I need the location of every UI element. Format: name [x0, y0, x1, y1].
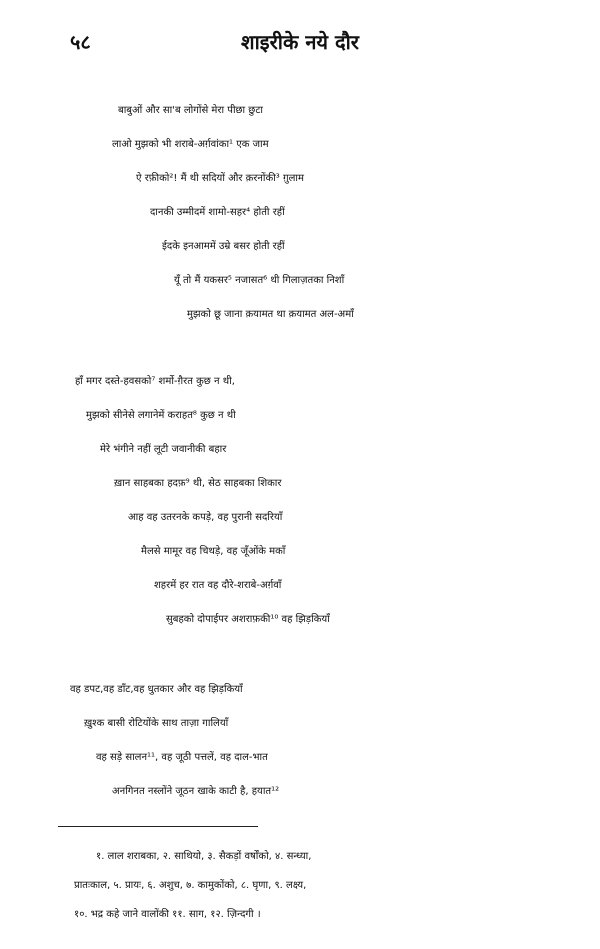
verse-line: आह वह उतरनके कपड़े, वह पुरानी सदरियाँ — [128, 512, 283, 523]
verse-line: दानकी उम्मीदमें शामो-सहर⁴ होती रहीं — [150, 207, 285, 218]
footnote-line: प्रातःकाल, ५. प्रायः, ६. अशुच, ७. कामुकोंको, ८. घृणा, ९. लक्ष्य, — [74, 880, 307, 891]
verse-line: मेरे भंगीने नहीं लूटी जवानीकी बहार — [100, 444, 227, 455]
footnote-line: १०. भद्र कहे जाने वालोंकी ११. साग, १२. ज़िन्दगी । — [74, 909, 261, 920]
verse-line: यूँ तो मैं यकसर⁵ नजासत⁶ थी गिलाज़तका निशाँ — [174, 275, 345, 286]
footnote-divider — [58, 826, 258, 827]
verse-line: बाबुओं और सा'ब लोगोंसे मेरा पीछा छुटा — [118, 105, 263, 116]
page-number: ५८ — [70, 30, 91, 54]
verse-line: मुझको छू जाना क़यामत था क़यामत अल-अमाँ — [187, 309, 354, 320]
verse-line: मैलसे मामूर वह चिथड़े, वह जूँओंके मकाँ — [141, 546, 286, 557]
verse-line: हाँ मगर दस्ते-हवसको⁷ शर्मो-ग़ैरत कुछ न थी, — [75, 376, 235, 387]
stanza-1 — [0, 94, 600, 332]
verse-line: ईदके इनआममें उम्रे बसर होती रहीं — [162, 241, 285, 252]
verse-line: ख़ान साहबका हदफ़⁹ थी, सेठ साहबका शिकार — [114, 478, 282, 489]
footnotes — [0, 842, 600, 929]
verse-line: मुझको सीनेसे लगानेमें कराहत⁸ कुछ न थी — [86, 410, 236, 421]
stanza-2 — [0, 365, 600, 637]
verse-line: वह डपट,वह डाँट,वह धुतकार और वह झिड़कियाँ — [70, 684, 243, 695]
verse-line: शहरमें हर रात वह दौरे-शराबे-अर्ग़वाँ — [154, 580, 282, 591]
verse-line: सुबहको दोपाईपर अशराफ़की¹⁰ वह झिड़कियाँ — [166, 614, 330, 625]
verse-line: अनगिनत नस्लोंने जूठन खाके काटी है, हयात¹² — [112, 786, 280, 797]
running-title: शाइरीके नये दौर — [241, 30, 359, 54]
verse-line: ख़ुश्क बासी रोटियोंके साथ ताज़ा गालियाँ — [84, 718, 229, 729]
verse-line: ऐ रफ़ीको²! मैं थी सदियों और क़रनोंकी³ ग़ुलाम — [136, 173, 304, 184]
footnote-line: १. लाल शराबका, २. साथियो, ३. सैकड़ों वर्षोंको, ४. सन्ध्या, — [96, 851, 312, 862]
page-header — [0, 28, 600, 58]
verse-line: लाओ मुझको भी शराबे-अर्ग़वांका¹ एक जाम — [112, 139, 269, 150]
stanza-3 — [0, 673, 600, 809]
verse-line: वह सड़े सालन¹¹, वह जूठी पत्तलें, वह दाल-भात — [96, 752, 268, 763]
